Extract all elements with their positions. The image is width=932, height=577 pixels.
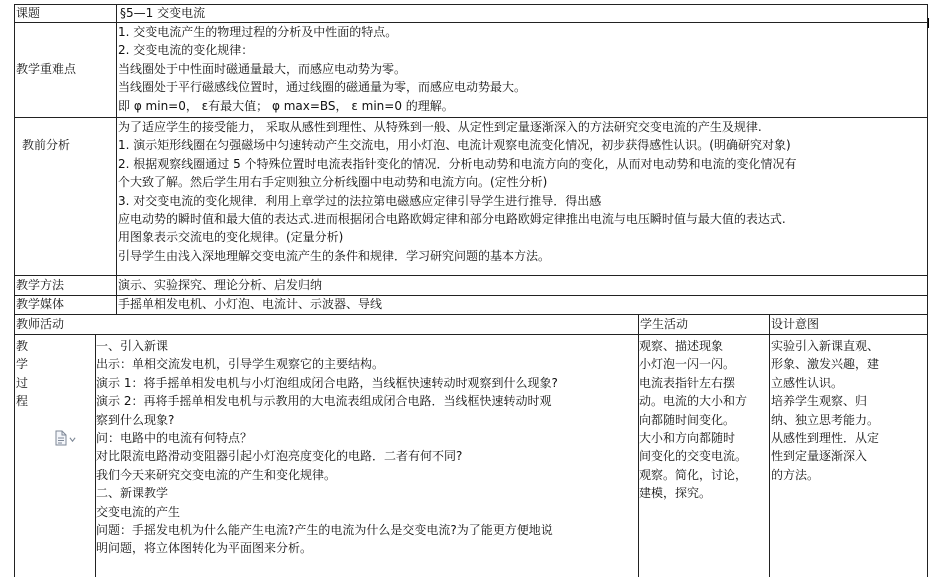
pre-analysis-line: 个大致了解。然后学生用右手定则独立分析线圈中电动势和电流方向。(定性分析) xyxy=(118,175,548,190)
design-line: 培养学生观察、归 xyxy=(771,394,868,409)
key-points-line: 1. 交变电流产生的物理过程的分析及中性面的特点。 xyxy=(118,25,398,39)
student-activity-header: 学生活动 xyxy=(640,317,689,331)
design-line: 立感性认识。 xyxy=(771,375,844,390)
student-line: 电流表指针左右摆 xyxy=(639,375,736,390)
chevron-down-icon[interactable] xyxy=(69,436,76,443)
pre-analysis-line: 2. 根据观察线圈通过 5 个特殊位置时电流表指针变化的情况．分析电动势和电流方向的变化，从而对电动势和电流的变化情况有 xyxy=(118,156,797,171)
pre-analysis-line: 1. 演示矩形线圈在匀强磁场中匀速转动产生交流电，用小灯泡、电流计观察电流变化情况，初步获得感性认识。(明确研究对象) xyxy=(118,138,791,153)
pre-analysis-label: 教前分析 xyxy=(22,138,71,152)
teacher-activity-header: 教师活动 xyxy=(16,317,65,331)
teacher-line: 问：电路中的电流有何特点？ xyxy=(96,430,253,445)
key-points-line: 2. 交变电流的变化规律： xyxy=(118,43,254,58)
student-activity-content xyxy=(639,337,769,577)
student-line: 观察、描述现象 xyxy=(639,339,724,353)
process-label-char: 程 xyxy=(16,394,29,409)
teacher-line: 一、引入新课 xyxy=(96,339,169,353)
design-line: 性到定量逐渐深入 xyxy=(771,449,868,464)
key-points-line: 当线圈处于平行磁感线位置时，通过线圈的磁通量为零，而感应电动势最大。 xyxy=(118,80,527,95)
teacher-line: 出示：单相交流发电机，引导学生观察它的主要结构。 xyxy=(96,357,385,372)
method-label: 教学方法 xyxy=(16,278,65,292)
design-column-divider xyxy=(769,314,770,577)
teacher-line: 对比限流电路滑动变阻器引起小灯泡亮度变化的电路．二者有何不同? xyxy=(96,449,463,464)
teacher-line: 问题：手摇发电机为什么能产生电流?产生的电流为什么是交变电流?为了能更方便地说 xyxy=(96,522,553,537)
pre-analysis-line: 引导学生由浅入深地理解交变电流产生的条件和规律．学习研究问题的基本方法。 xyxy=(118,248,551,263)
process-label xyxy=(16,337,36,417)
design-intent-header: 设计意图 xyxy=(771,317,820,331)
process-label-char: 过 xyxy=(16,375,29,390)
design-line: 从感性到理性．从定 xyxy=(771,430,880,445)
key-points-line: 即 φ min=0， ε有最大值； φ max=BS， ε min=0 的理解。 xyxy=(118,98,454,113)
scroll-marker xyxy=(928,18,929,28)
topic-value: §5—1 交变电流 xyxy=(120,6,206,20)
design-line: 形象、激发兴趣，建 xyxy=(771,357,880,372)
student-line: 向都随时间变化。 xyxy=(639,412,736,427)
table-border-left xyxy=(14,4,15,577)
label-column-divider xyxy=(116,4,117,314)
key-points-label: 教学重难点 xyxy=(16,62,77,76)
teacher-line: 二、新课教学 xyxy=(96,486,169,501)
pre-analysis-line: 用图象表示交流电的变化规律。(定量分析) xyxy=(118,230,344,245)
design-intent-content xyxy=(771,337,927,577)
key-points-line: 当线圈处于中性面时磁通量最大，而感应电动势为零。 xyxy=(118,61,407,76)
student-line: 大小和方向都随时 xyxy=(639,430,736,445)
process-label-char: 学 xyxy=(16,357,29,372)
media-label: 教学媒体 xyxy=(16,297,65,311)
student-line: 动。电流的大小和方 xyxy=(639,394,748,409)
method-value: 演示、实验探究、理论分析、启发归纳 xyxy=(118,278,323,292)
table-border-right xyxy=(927,4,928,577)
teacher-line: 演示 1：将手摇单相发电机与小灯泡组成闭合电路，当线框快速转动时观察到什么现象? xyxy=(96,375,558,390)
student-line: 建模，探究。 xyxy=(639,486,712,501)
design-line: 纳、独立思考能力。 xyxy=(771,412,880,427)
key-points-content xyxy=(118,23,926,117)
teacher-activity-content xyxy=(96,337,638,577)
pre-analysis-line: 3. 对交变电流的变化规律．利用上章学过的法拉第电磁感应定律引导学生进行推导．得出感 xyxy=(118,193,602,208)
topic-label: 课题 xyxy=(16,6,41,20)
design-line: 实验引入新课直观、 xyxy=(771,339,880,353)
pre-analysis-content xyxy=(118,118,926,275)
row-divider-6 xyxy=(14,334,928,335)
teacher-line: 交变电流的产生 xyxy=(96,504,181,519)
teacher-line: 演示 2：再将手摇单相发电机与示教用的大电流表组成闭合电路．当线框快速转动时观 xyxy=(96,394,552,409)
student-line: 小灯泡一闪一闪。 xyxy=(639,357,736,372)
teacher-line: 我们今天来研究交变电流的产生和变化规律。 xyxy=(96,467,337,482)
pre-analysis-line: 为了适应学生的接受能力， 采取从感性到理性、从特殊到一般、从定性到定量逐渐深入的方法研究交变电流的产生及规律. xyxy=(118,120,762,134)
media-value: 手摇单相发电机、小灯泡、电流计、示波器、导线 xyxy=(118,297,383,311)
document-icon[interactable] xyxy=(53,430,69,446)
student-line: 观察。简化，讨论， xyxy=(639,467,748,482)
design-line: 的方法。 xyxy=(771,467,820,482)
student-line: 间变化的交变电流。 xyxy=(639,449,748,464)
teacher-line: 察到什么现象? xyxy=(96,412,175,427)
pre-analysis-line: 应电动势的瞬时值和最大值的表达式.进而根据闭合电路欧姆定律和部分电路欧姆定律推出电流与电压瞬时值与最大值的表达式. xyxy=(118,211,786,226)
teacher-line: 明问题，将立体图转化为平面图来分析。 xyxy=(96,541,313,556)
process-label-char: 教 xyxy=(16,339,29,353)
